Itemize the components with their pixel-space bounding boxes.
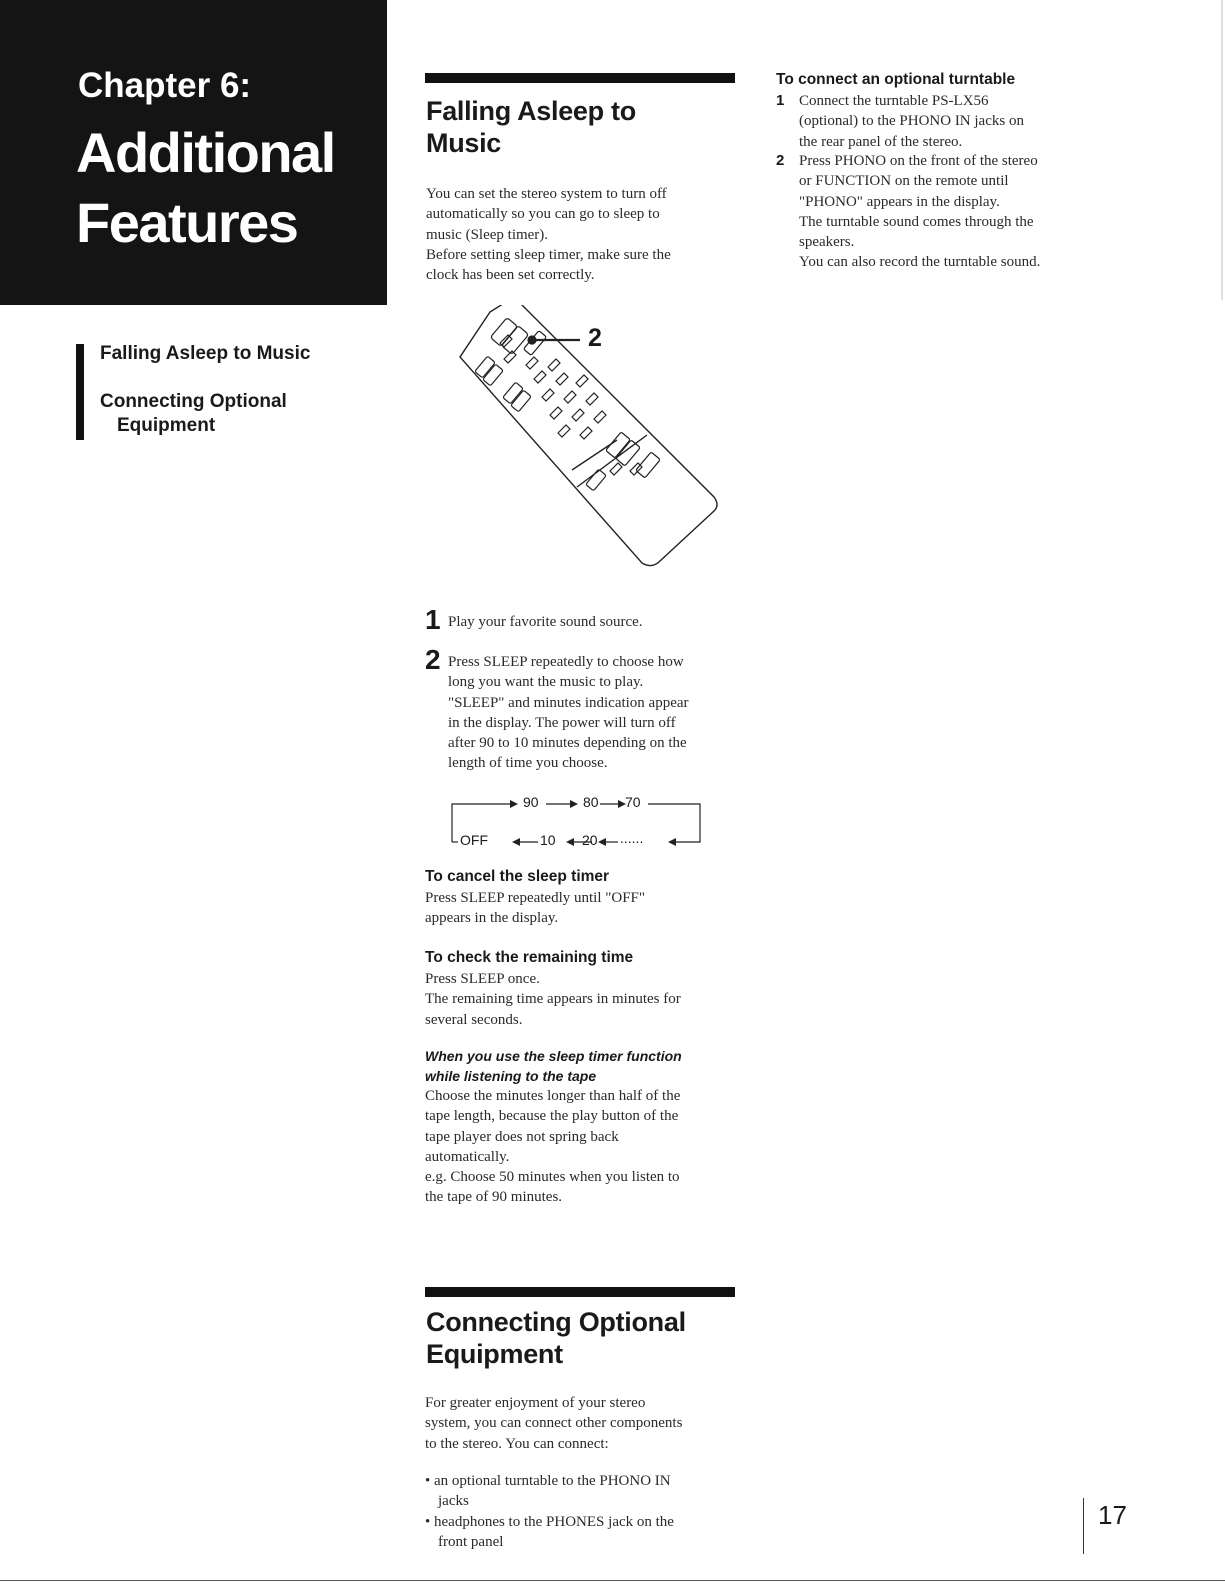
step2-line: after 90 to 10 minutes depending on the	[448, 735, 687, 752]
check-line: The remaining time appears in minutes for	[425, 991, 681, 1008]
list-number: 1	[776, 92, 785, 109]
check-line: several seconds.	[425, 1011, 523, 1028]
chapter-title	[76, 118, 335, 258]
tape-heading	[425, 1046, 682, 1086]
step2-line: in the display. The power will turn off	[448, 714, 676, 731]
turntable-line: "PHONO" appears in the display.	[799, 193, 1000, 210]
intro-line: Before setting sleep timer, make sure the	[426, 246, 671, 263]
section-title-line1: Falling Asleep to	[426, 96, 636, 126]
timer-value-80: 80	[583, 794, 599, 810]
page-edge	[1221, 0, 1223, 300]
tape-heading-line1: When you use the sleep timer function	[425, 1048, 682, 1064]
section-title-line2: Music	[426, 128, 502, 158]
section-title-line1: Connecting Optional	[426, 1307, 686, 1337]
turntable-step2	[799, 151, 1109, 273]
turntable-line: or FUNCTION on the remote until	[799, 173, 1009, 190]
step2-text	[448, 652, 748, 774]
intro-line: automatically so you can go to sleep to	[426, 206, 660, 223]
tape-text	[425, 1086, 745, 1208]
timer-value-10: 10	[540, 832, 556, 848]
turntable-line: the rear panel of the stereo.	[799, 133, 963, 150]
cancel-heading: To cancel the sleep timer	[425, 868, 610, 885]
step-number: 1	[425, 604, 441, 635]
turntable-line: You can also record the turntable sound.	[799, 254, 1041, 271]
turntable-line: (optional) to the PHONO IN jacks on	[799, 113, 1024, 130]
toc-item-connecting-line1: Connecting Optional	[100, 391, 287, 412]
timer-value-off: OFF	[460, 832, 488, 848]
turntable-step1	[799, 91, 1099, 152]
tape-line: the tape of 90 minutes.	[425, 1189, 563, 1206]
turntable-line: speakers.	[799, 234, 855, 251]
turntable-line: Connect the turntable PS-LX56	[799, 93, 989, 109]
step2-line: long you want the music to play.	[448, 674, 644, 691]
page-number: 17	[1098, 1500, 1127, 1530]
toc-item-connecting	[100, 390, 287, 438]
chapter-banner	[0, 0, 387, 305]
step1-text: Play your favorite sound source.	[448, 614, 643, 630]
turntable-heading: To connect an optional turntable	[776, 71, 1016, 88]
chapter-title-line2: Features	[76, 191, 298, 254]
section-rule	[425, 73, 735, 83]
check-text	[425, 969, 745, 1030]
cancel-line: appears in the display.	[425, 910, 559, 927]
intro-line: You can set the stereo system to turn off	[426, 186, 667, 202]
check-line: Press SLEEP once.	[425, 971, 540, 987]
timer-value-90: 90	[523, 794, 539, 810]
chapter-title-line1: Additional	[76, 121, 335, 184]
page-number-rule	[1083, 1498, 1084, 1554]
section-rule	[425, 1287, 735, 1297]
chapter-number: Chapter 6:	[78, 66, 252, 105]
section-title-falling-asleep	[426, 95, 636, 159]
bullet-line: • an optional turntable to the PHONO IN	[425, 1473, 671, 1489]
bullet-item	[425, 1471, 745, 1511]
page-bottom-edge	[0, 1580, 1225, 1581]
timer-dots: ......	[620, 830, 644, 846]
toc-item-connecting-line2: Equipment	[117, 415, 216, 436]
section-title-connecting	[426, 1306, 686, 1370]
section2-intro	[425, 1393, 745, 1454]
tape-line: tape length, because the play button of the	[425, 1108, 679, 1125]
bullet-line: jacks	[438, 1493, 469, 1509]
turntable-line: The turntable sound comes through the	[799, 213, 1034, 230]
callout-label: 2	[588, 324, 602, 352]
step2-line: "SLEEP" and minutes indication appear	[448, 694, 689, 711]
step-number: 2	[425, 644, 441, 675]
intro-line: clock has been set correctly.	[426, 267, 595, 284]
tape-line: tape player does not spring back	[425, 1128, 619, 1145]
cancel-text	[425, 888, 735, 929]
tape-line: Choose the minutes longer than half of the	[425, 1088, 681, 1104]
intro-line: to the stereo. You can connect:	[425, 1435, 609, 1452]
intro-line: For greater enjoyment of your stereo	[425, 1395, 646, 1411]
tape-heading-line2: while listening to the tape	[425, 1068, 597, 1084]
section-intro	[426, 184, 736, 285]
turntable-line: Press PHONO on the front of the stereo	[799, 153, 1038, 169]
sleep-timer-cycle-diagram	[448, 790, 708, 852]
toc-item-falling-asleep: Falling Asleep to Music	[100, 343, 311, 364]
timer-value-70: 70	[625, 794, 641, 810]
tape-line: automatically.	[425, 1148, 510, 1165]
step2-line: Press SLEEP repeatedly to choose how	[448, 654, 684, 670]
list-number: 2	[776, 152, 785, 169]
section-title-line2: Equipment	[426, 1339, 563, 1369]
cancel-line: Press SLEEP repeatedly until "OFF"	[425, 890, 646, 906]
tape-line: e.g. Choose 50 minutes when you listen to	[425, 1169, 680, 1186]
intro-line: music (Sleep timer).	[426, 226, 549, 243]
bullet-line: • headphones to the PHONES jack on the	[425, 1514, 674, 1530]
timer-value-20: 20	[582, 832, 598, 848]
check-heading: To check the remaining time	[425, 949, 634, 966]
intro-line: system, you can connect other components	[425, 1415, 683, 1432]
toc-bar	[76, 344, 84, 440]
bullet-item	[425, 1512, 745, 1552]
bullet-line: front panel	[438, 1534, 504, 1550]
step2-line: length of time you choose.	[448, 755, 608, 772]
